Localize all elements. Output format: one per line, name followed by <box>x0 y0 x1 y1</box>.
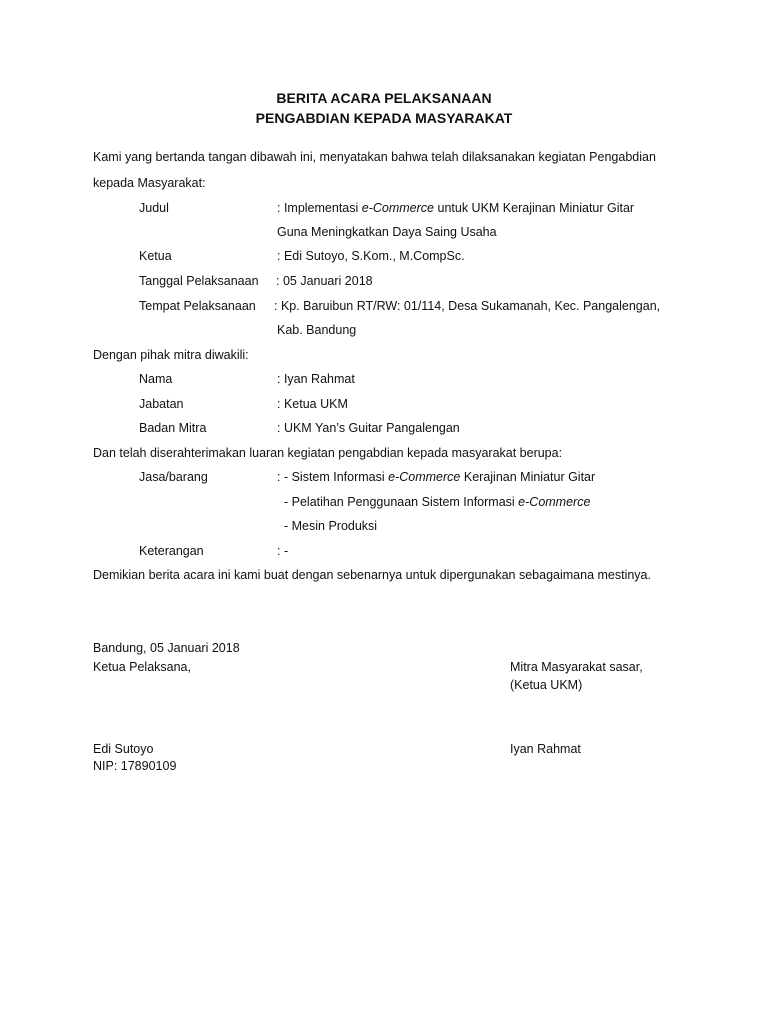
judul-value <box>277 200 634 216</box>
document-title-line1: BERITA ACARA PELAKSANAAN <box>276 90 492 106</box>
tanggal-label: Tanggal Pelaksanaan <box>139 274 259 288</box>
judul-value-line2: Guna Meningkatkan Daya Saing Usaha <box>277 225 497 239</box>
signature-left-name: Edi Sutoyo <box>93 742 154 756</box>
luaran-item-2-emphasis: e-Commerce <box>518 495 591 509</box>
signature-left-role: Ketua Pelaksana, <box>93 660 191 674</box>
badan-mitra-label: Badan Mitra <box>139 421 207 435</box>
tempat-value-line2: Kab. Bandung <box>277 323 357 337</box>
intro-text-line2: kepada Masyarakat: <box>93 176 206 190</box>
luaran-item-2 <box>284 494 590 510</box>
luaran-item-1 <box>277 469 595 485</box>
judul-emphasis: e-Commerce <box>361 201 435 215</box>
tanggal-value: : 05 Januari 2018 <box>276 274 373 288</box>
judul-suffix: untuk UKM Kerajinan Miniatur Gitar <box>434 201 635 215</box>
tempat-label: Tempat Pelaksanaan <box>139 299 256 313</box>
signature-left-nip: NIP: 17890109 <box>93 759 177 773</box>
nama-label: Nama <box>139 372 173 386</box>
luaran-heading: Dan telah diserahterimakan luaran kegiatan pengabdian kepada masyarakat berupa: <box>93 446 563 460</box>
mitra-heading: Dengan pihak mitra diwakili: <box>93 348 249 362</box>
luaran-item-1-suffix: Kerajinan Miniatur Gitar <box>460 470 596 484</box>
signature-right-name: Iyan Rahmat <box>510 742 581 756</box>
ketua-label: Ketua <box>139 249 172 263</box>
badan-mitra-value: : UKM Yan’s Guitar Pangalengan <box>277 421 460 435</box>
document-title-line2: PENGABDIAN KEPADA MASYARAKAT <box>255 110 513 126</box>
signature-place-date: Bandung, 05 Januari 2018 <box>93 641 240 655</box>
keterangan-label: Keterangan <box>139 544 204 558</box>
jasa-barang-label: Jasa/barang <box>139 470 208 484</box>
signature-right-role-line2: (Ketua UKM) <box>510 678 583 692</box>
closing-statement: Demikian berita acara ini kami buat dengan sebenarnya untuk dipergunakan sebagaimana mestinya. <box>93 568 651 582</box>
nama-value: : Iyan Rahmat <box>277 372 355 386</box>
luaran-item-2-prefix: - Pelatihan Penggunaan Sistem Informasi <box>284 495 519 509</box>
tempat-value: : Kp. Baruibun RT/RW: 01/114, Desa Sukamanah, Kec. Pangalengan, <box>274 299 661 313</box>
judul-prefix: : Implementasi <box>277 201 362 215</box>
judul-label: Judul <box>139 201 169 215</box>
jabatan-label: Jabatan <box>139 397 184 411</box>
signature-right-role-line1: Mitra Masyarakat sasar, <box>510 660 643 674</box>
luaran-item-1-emphasis: e-Commerce <box>388 470 461 484</box>
ketua-value: : Edi Sutoyo, S.Kom., M.CompSc. <box>277 249 465 263</box>
luaran-item-3: - Mesin Produksi <box>284 519 378 533</box>
keterangan-value: : - <box>277 544 289 558</box>
jabatan-value: : Ketua UKM <box>277 397 348 411</box>
luaran-item-1-prefix: : - Sistem Informasi <box>277 470 389 484</box>
intro-text-line1: Kami yang bertanda tangan dibawah ini, menyatakan bahwa telah dilaksanakan kegiatan Pengabdian <box>93 150 656 164</box>
